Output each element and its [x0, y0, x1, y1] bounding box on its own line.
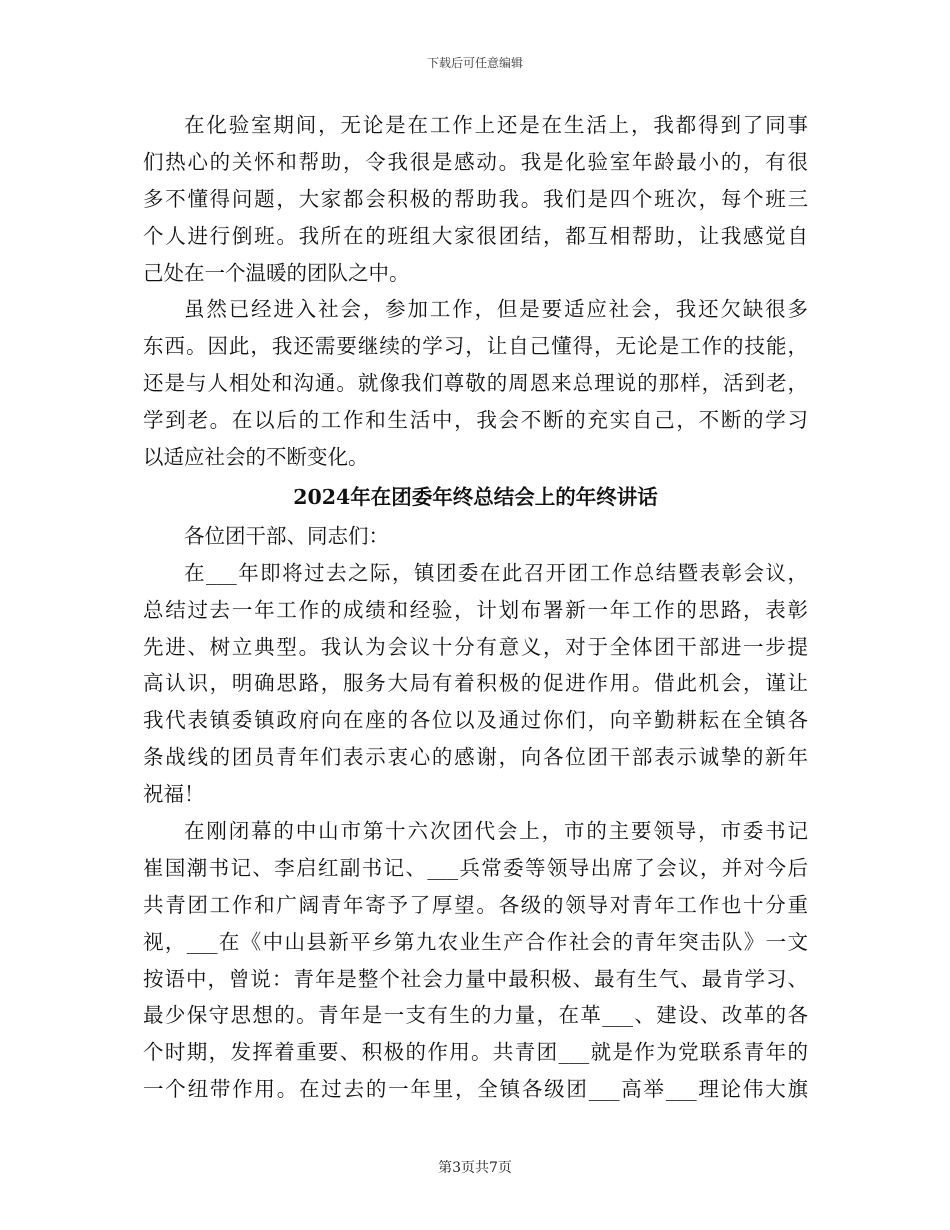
page-header-note: 下载后可任意编辑: [426, 56, 523, 70]
text-line: 最少保守思想的。青年是一支有生的力量，在革___、建设、改革的各: [143, 1003, 808, 1028]
text-line: 共青团工作和广阔青年寄予了厚望。各级的领导对青年工作也十分重: [143, 892, 808, 917]
text-line: 以适应社会的不断变化。: [143, 445, 369, 470]
section-title: 2024年在团委年终总结会上的年终讲话: [293, 484, 658, 509]
text-line: 先进、树立典型。我认为会议十分有意义，对于全体团干部进一步提: [143, 634, 808, 659]
text-line: 学到老。在以后的工作和生活中，我会不断的充实自己，不断的学习: [143, 408, 808, 433]
text-line: 东西。因此，我还需要继续的学习，让自己懂得，无论是工作的技能，: [143, 334, 808, 359]
text-line: 条战线的团员青年们表示衷心的感谢，向各位团干部表示诚挚的新年: [143, 745, 808, 770]
paragraph: [143, 291, 808, 475]
text-line: 在___年即将过去之际，镇团委在此召开团工作总结暨表彰会议，: [184, 560, 808, 585]
document-body: [143, 107, 808, 1108]
text-line: 们热心的关怀和帮助，令我很是感动。我是化验室年龄最小的，有很: [143, 149, 808, 174]
text-line: 视，___在《中山县新平乡第九农业生产合作社会的青年突击队》一文: [143, 929, 808, 954]
text-line: 总结过去一年工作的成绩和经验，计划布署新一年工作的思路，表彰: [143, 597, 808, 622]
text-line: 个时期，发挥着重要、积极的作用。共青团___就是作为党联系青年的: [143, 1040, 808, 1065]
text-line: 祝福！: [143, 782, 205, 807]
text-line: 还是与人相处和沟通。就像我们尊敬的周恩来总理说的那样，活到老，: [143, 371, 808, 396]
paragraph: [143, 518, 808, 555]
text-line: 崔国潮书记、李启红副书记、___兵常委等领导出席了会议，并对今后: [143, 855, 808, 880]
paragraph: [143, 813, 808, 1108]
text-line: 在刚闭幕的中山市第十六次团代会上，市的主要领导，市委书记: [184, 819, 808, 844]
text-line: 高认识，明确思路，服务大局有着积极的促进作用。借此机会，谨让: [143, 671, 808, 696]
text-line: 按语中，曾说：青年是整个社会力量中最积极、最有生气、最肯学习、: [143, 966, 808, 991]
paragraph: [143, 555, 808, 813]
paragraph: [143, 107, 808, 291]
text-line: 一个纽带作用。在过去的一年里，全镇各级团___高举___理论伟大旗: [143, 1077, 808, 1102]
text-line: 在化验室期间，无论是在工作上还是在生活上，我都得到了同事: [184, 113, 808, 137]
page-number: 第3页共7页: [438, 1160, 512, 1176]
salutation-line: 各位团干部、同志们：: [184, 523, 389, 548]
text-line: 我代表镇委镇政府向在座的各位以及通过你们，向辛勤耕耘在全镇各: [143, 708, 808, 733]
text-line: 多不懂得问题，大家都会积极的帮助我。我们是四个班次，每个班三: [143, 186, 808, 211]
text-line: 个人进行倒班。我所在的班组大家很团结，都互相帮助，让我感觉自: [143, 223, 808, 248]
text-line: 己处在一个温暖的团队之中。: [143, 260, 410, 285]
text-line: 虽然已经进入社会，参加工作，但是要适应社会，我还欠缺很多: [184, 297, 808, 322]
